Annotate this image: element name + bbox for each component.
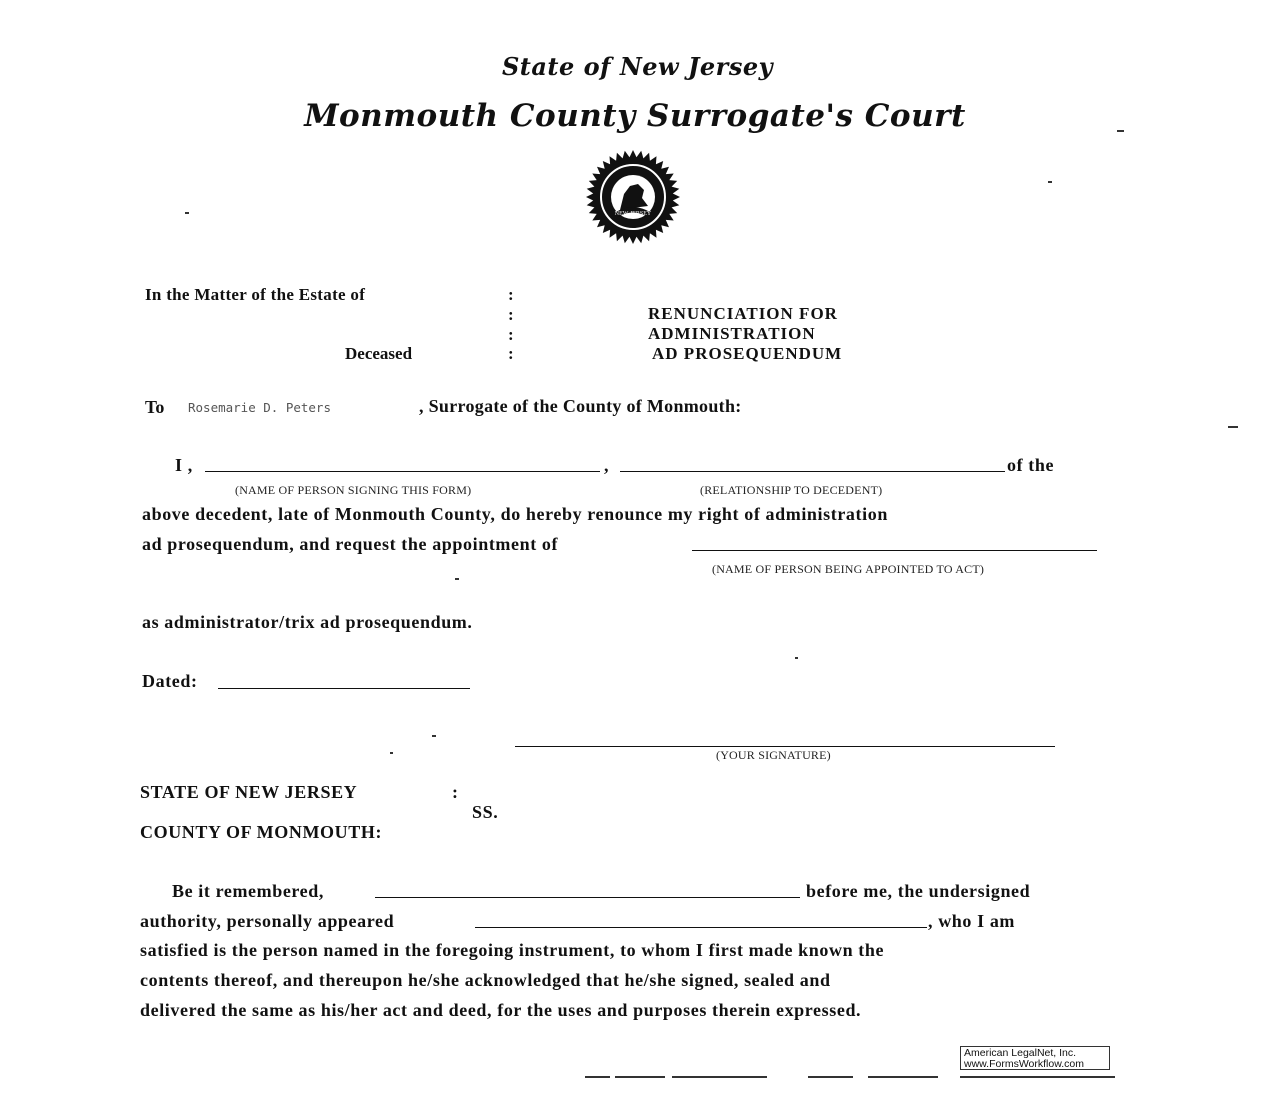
i-label: I , bbox=[175, 455, 193, 475]
relationship-caption: (RELATIONSHIP TO DECEDENT) bbox=[700, 483, 883, 497]
venue-county: COUNTY OF MONMOUTH: bbox=[140, 822, 383, 842]
declaration-line-2: above decedent, late of Monmouth County, do hereby renounce my right of administration bbox=[142, 504, 888, 524]
scan-speck bbox=[390, 752, 393, 754]
surrogate-name-field[interactable]: Rosemarie D. Peters bbox=[188, 400, 331, 415]
signature-caption: (YOUR SIGNATURE) bbox=[716, 748, 831, 762]
caption-colon: : bbox=[508, 285, 514, 304]
scan-speck bbox=[672, 1076, 767, 1078]
of-the-text: of the bbox=[1007, 455, 1055, 475]
appointee-name-line[interactable] bbox=[692, 550, 1097, 551]
scan-speck bbox=[795, 657, 798, 659]
ack-authority: authority, personally appeared bbox=[140, 911, 395, 931]
publisher-website[interactable]: www.FormsWorkflow.com bbox=[964, 1058, 1084, 1070]
county-seal bbox=[558, 150, 708, 244]
scan-speck bbox=[1117, 130, 1124, 132]
publisher-name: American LegalNet, Inc. bbox=[964, 1047, 1077, 1059]
form-title-line-2: ADMINISTRATION bbox=[648, 324, 816, 343]
scan-speck bbox=[432, 735, 436, 737]
scan-speck bbox=[615, 1076, 665, 1078]
surrogate-title: , Surrogate of the County of Monmouth: bbox=[419, 396, 742, 416]
ack-date-line[interactable] bbox=[375, 897, 800, 898]
scan-speck bbox=[455, 578, 459, 580]
venue-state: STATE OF NEW JERSEY bbox=[140, 782, 358, 802]
ack-who-i-am: , who I am bbox=[928, 911, 1016, 931]
ack-line-5: delivered the same as his/her act and deed, for the uses and purposes therein expressed. bbox=[140, 1000, 862, 1020]
ack-line-3: satisfied is the person named in the foregoing instrument, to whom I first made known the bbox=[140, 940, 885, 960]
ack-before-me: before me, the undersigned bbox=[806, 881, 1031, 901]
caption-colon: : bbox=[508, 325, 514, 344]
venue-ss: SS. bbox=[472, 802, 499, 822]
caption-colon: : bbox=[508, 305, 514, 324]
declaration-line-3: ad prosequendum, and request the appointment of bbox=[142, 534, 559, 554]
signer-name-line[interactable] bbox=[205, 471, 600, 472]
scan-speck bbox=[1048, 181, 1052, 183]
scan-speck bbox=[585, 1076, 610, 1078]
signature-line[interactable] bbox=[515, 746, 1055, 747]
comma: , bbox=[604, 455, 610, 475]
state-heading: State of New Jersey bbox=[501, 52, 774, 81]
ack-appeared-line[interactable] bbox=[475, 927, 927, 928]
relationship-line[interactable] bbox=[620, 471, 1005, 472]
form-title-line-3: AD PROSEQUENDUM bbox=[652, 344, 843, 363]
form-title-line-1: RENUNCIATION FOR bbox=[648, 304, 838, 323]
scan-speck bbox=[185, 212, 189, 214]
ack-be-it: Be it remembered, bbox=[172, 881, 324, 901]
svg-text:NEW JERSEY: NEW JERSEY bbox=[614, 211, 652, 217]
ack-line-4: contents thereof, and thereupon he/she acknowledged that he/she signed, sealed and bbox=[140, 970, 831, 990]
caption-colon: : bbox=[508, 344, 514, 363]
scan-speck bbox=[1228, 426, 1238, 428]
scan-speck bbox=[960, 1076, 1115, 1078]
publisher-box bbox=[960, 1046, 1110, 1070]
estate-label: In the Matter of the Estate of bbox=[145, 285, 366, 304]
date-line[interactable] bbox=[218, 688, 470, 689]
appointee-caption: (NAME OF PERSON BEING APPOINTED TO ACT) bbox=[712, 562, 985, 576]
court-heading: Monmouth County Surrogate's Court bbox=[304, 98, 966, 134]
scan-speck bbox=[808, 1076, 853, 1078]
to-label: To bbox=[145, 397, 165, 417]
venue-colon: : bbox=[452, 782, 459, 802]
deceased-label: Deceased bbox=[345, 344, 413, 363]
dated-label: Dated: bbox=[142, 671, 198, 691]
declaration-line-4: as administrator/trix ad prosequendum. bbox=[142, 612, 473, 632]
scan-speck bbox=[868, 1076, 938, 1078]
signer-name-caption: (NAME OF PERSON SIGNING THIS FORM) bbox=[235, 483, 472, 497]
